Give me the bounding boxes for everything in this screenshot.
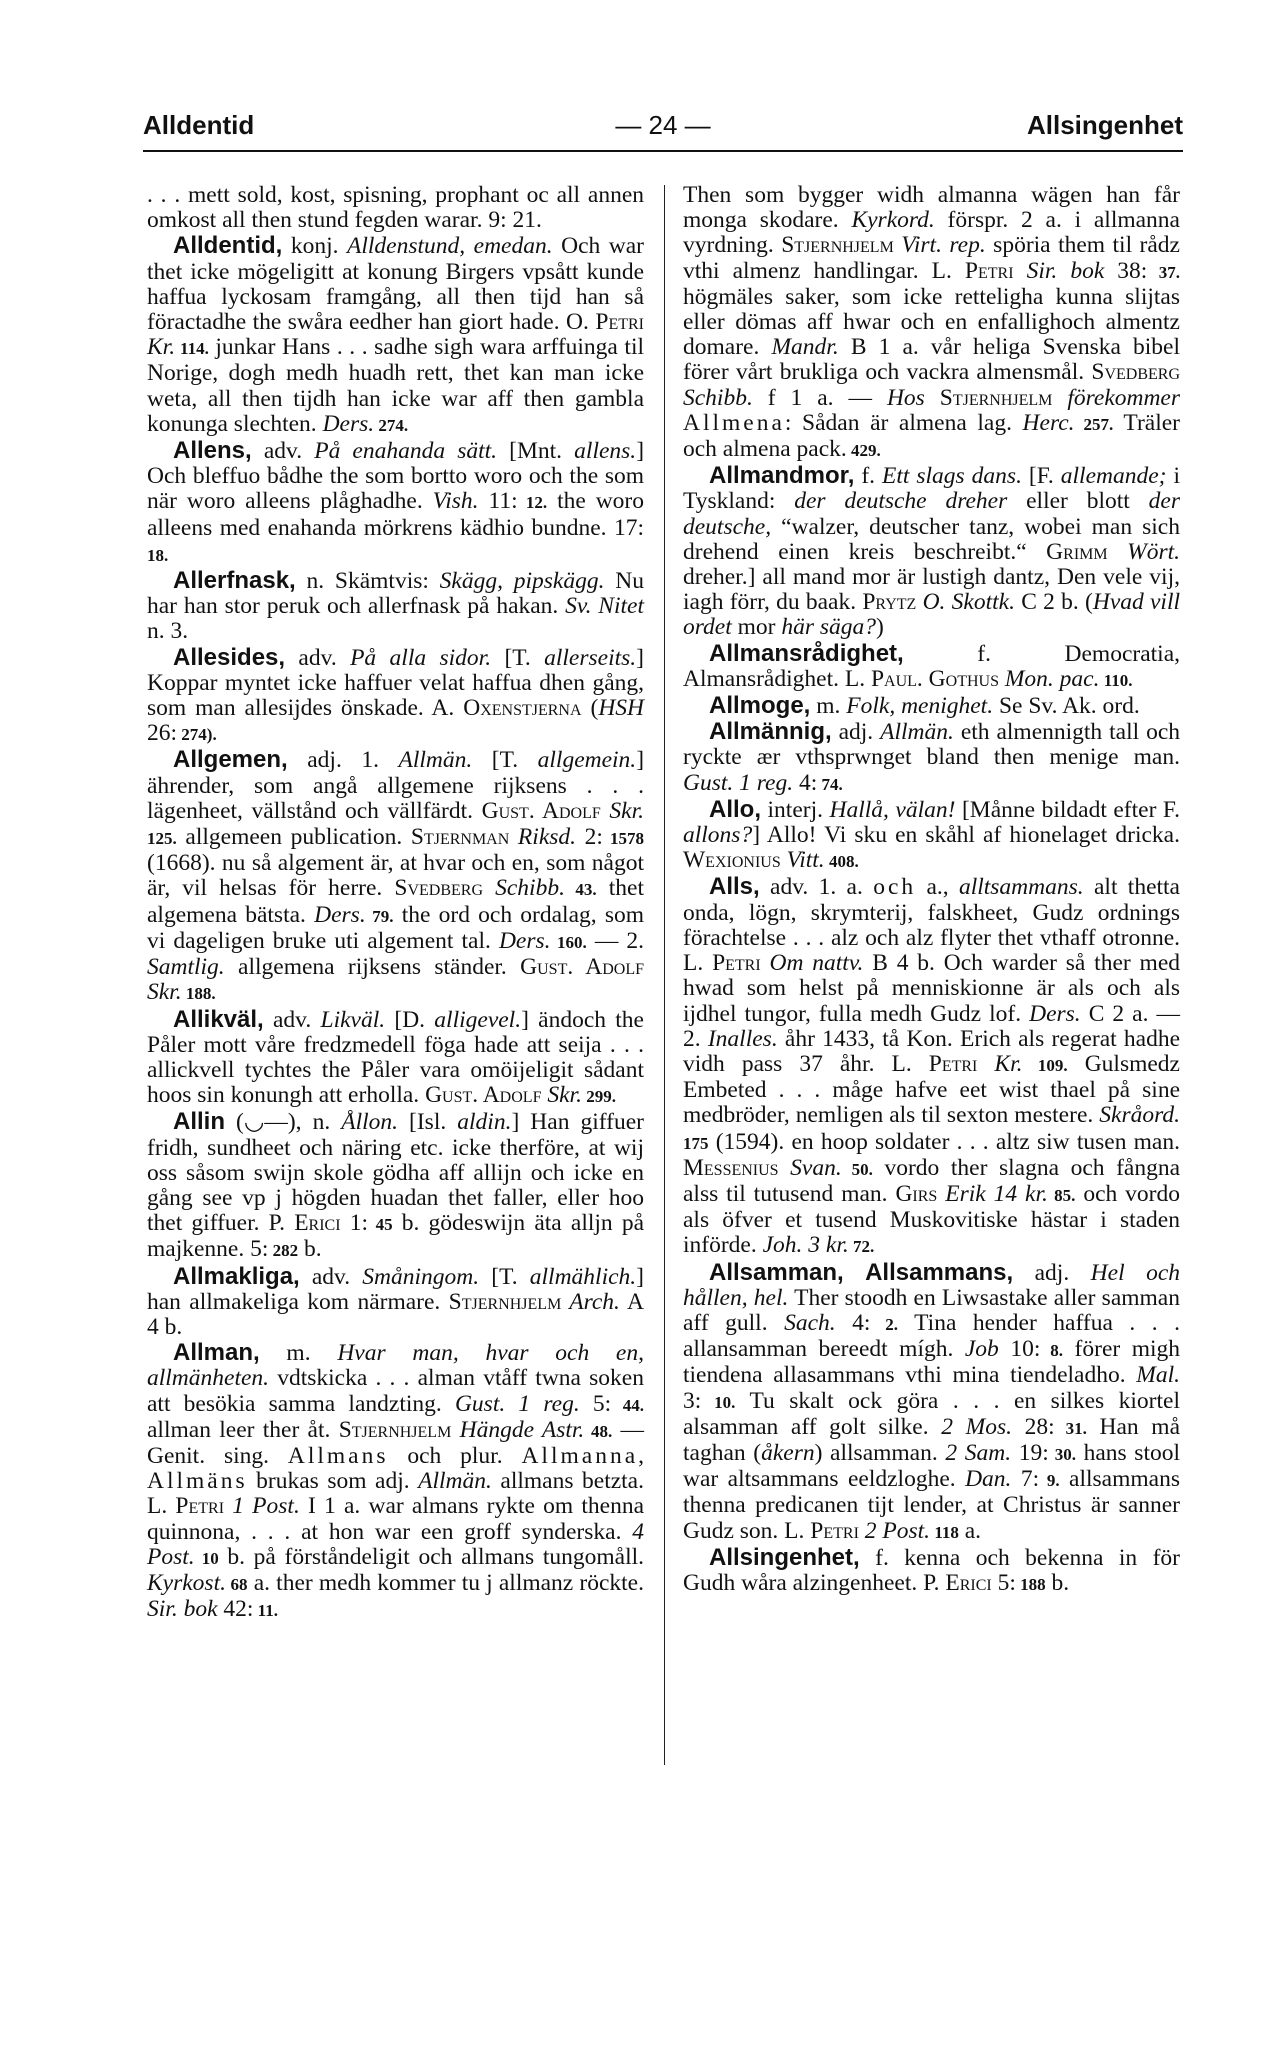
headword: Allin	[173, 1108, 225, 1136]
header-rule	[143, 150, 1183, 152]
entry-allman-continued: Then som bygger widh almanna wägen han får monga skodare. Kyrkord. förspr. 2 a. i allmanna vyrdning. Stjernhjelm Virt. rep. spöria them til rådz vthi almenz handlingar. L. Petri Sir. bok 38: 37. högmäles saker, som icke retteligha kunna slijtas eller dömas aff hwar och en enfallighoch almentz domare. Mandr. B 1 a. vår heliga Svenska bibel förer vårt brukliga och vackra almensmål. Svedberg Schibb. f 1 a. — Hos Stjernhjelm förekommer Allmena: Sådan är almena lag. Herc. 257. Träler och almena pack. 429.	[683, 182, 1181, 463]
headword: Allmandmor,	[709, 462, 855, 490]
entry-alldentid: Alldentid, konj. Alldenstund, emedan. Och war thet icke mögeligitt at konung Birgers vpsått kunde haffua lyckosam framgång, all then tijd han så föractadhe the swåra eedher han giort hade. O. Petri Kr. 114. junkar Hans . . . sadhe sigh wara arffuinga til Norige, dogh medh huadh rett, thet kan man icke weta, all then tijdh han icke war aff then gambla konunga slechten. Ders. 274.	[147, 232, 645, 437]
entry-allin: Allin (◡—), n. Ållon. [Isl. aldin.] Han giffuer fridh, sundheet och näring etc. icke therföre, at wij oss såsom swijn skole gödha aff allijn och icke en gång see vp j högden huadan thet faller, eller hoo thet giffuer. P. Erici 1: 45 b. gödeswijn äta alljn på majkenne. 5: 282 b.	[147, 1108, 645, 1263]
entry-alls: Alls, adv. 1. a. och a., alltsammans. alt thetta onda, lögn, skrymterij, falskheet, Gudz ordnings förachtelse . . . alz och alz flyter thet vthaff otronne. L. Petri Om nattv. B 4 b. Och warder så ther med hwad som helst på menniskionne är als och als ijdhel tungor, fulla medh Gudz lof. Ders. C 2 a. — 2. Inalles. åhr 1433, tå Kon. Erich als regerat hadhe vidh pass 37 åhr. L. Petri Kr. 109. Gulsmedz Embeted . . . måge hafve eet wist thael på sine medbröder, nemligen als til sexton mestere. Skråord. 175 (1594). en hoop soldater . . . altz siw tusen man. Messenius Svan. 50. vordo ther slagna och fångna alss til tutusend man. Girs Erik 14 kr. 85. och vordo als öfver et tusend Muskovitiske hästar i staden införde. Joh. 3 kr. 72.	[683, 873, 1181, 1259]
entry-allsamman: Allsamman, Allsammans, adj. Hel och hållen, hel. Ther stoodh en Liwsastake aller samman aff gull. Sach. 4: 2. Tina hender haffua . . . allansamman bereedt mígh. Job 10: 8. förer migh tiendena allasammans vthi mina tiendeladho. Mal. 3: 10. Tu skalt ock göra . . . en silkes kiortel alsamman aff golt silke. 2 Mos. 28: 31. Han må taghan (åkern) allsamman. 2 Sam. 19: 30. hans stool war altsammans eeldzloghe. Dan. 7: 9. allsammans thenna predicanen tijt lender, at Christus är sanner Gudz son. L. Petri 2 Post. 118 a.	[683, 1258, 1181, 1544]
headword: Allsamman, Allsammans,	[709, 1258, 1014, 1286]
headword: Allerfnask,	[173, 567, 296, 595]
headword: Allgemen,	[173, 746, 288, 774]
headword: Allmännig,	[709, 718, 832, 746]
page-number: — 24 —	[615, 110, 711, 140]
entry-allens: Allens, adv. På enahanda sätt. [Mnt. allens.] Och bleffuo bådhe the som bortto woro och the som när woro alleens plåghadhe. Vish. 11: 12. the woro alleens med enahanda mörkrens kädhio bundne. 17: 18.	[147, 437, 645, 565]
header-left-headword: Alldentid	[143, 110, 255, 140]
header-right-headword: Allsingenhet	[1026, 110, 1183, 140]
entry-allman: Allman, m. Hvar man, hvar och en, allmänheten. vdtskicka . . . alman vtåff twna soken att besökia samma landzting. Gust. 1 reg. 5: 44. allman leer ther åt. Stjernhjelm Hängde Astr. 48. — Genit. sing. Allmans och plur. Allmanna, Allmäns brukas som adj. Allmän. allmans betzta. L. Petri 1 Post. I 1 a. war almans rykte om thenna quinnona, . . . at hon war een groff synderska. 4 Post. 10 b. på förståndeligit och allmans tungomåll. Kyrkost. 68 a. ther medh kommer tu j allmanz röckte. Sir. bok 42: 11.	[147, 1339, 645, 1623]
entry-allgemen: Allgemen, adj. 1. Allmän. [T. allgemein.] ährender, som angå allgemene rijksens . . . lägenheet, vällstånd och vällfärdt. Gust. Adolf Skr. 125. allgemeen publication. Stjernman Riksd. 2: 1578 (1668). nu så algement är, at hvar och en, som något är, vil helsas för herre. Svedberg Schibb. 43. thet algemena bätsta. Ders. 79. the ord och ordalag, som vi dageligen bruke uti algement tal. Ders. 160. — 2. Samtlig. allgemena rijksens ständer. Gust. Adolf Skr. 188.	[147, 746, 645, 1006]
headword: Allsingenhet,	[709, 1543, 860, 1571]
headword: Allmoge,	[709, 692, 811, 720]
entry-allo: Allo, interj. Hallå, välan! [Månne bildadt efter F. allons?] Allo! Vi sku en skåhl af hionelaget dricka. Wexionius Vitt. 408.	[683, 795, 1180, 874]
headword: Allman,	[173, 1339, 260, 1367]
headword: Allikväl,	[173, 1005, 264, 1033]
entry-allmannig: Allmännig, adj. Allmän. eth almennigth tall och ryckte ær vthsprwnget bland then menige man. Gust. 1 reg. 4: 74.	[683, 718, 1180, 796]
headword: Alldentid,	[173, 232, 283, 260]
entry-allsingenhet: Allsingenhet, f. kenna och bekenna in för Gudh wåra alzingenheet. P. Erici 5: 188 b.	[683, 1543, 1180, 1596]
headword: Allmakliga,	[173, 1262, 300, 1290]
entry-allmansradighet: Allmansrådighet, f. Democratia, Almansrådighet. L. Paul. Gothus Mon. pac. 110.	[683, 639, 1180, 692]
entry-allmoge: Allmoge, m. Folk, menighet. Se Sv. Ak. ord.	[709, 692, 1140, 720]
headword: Allesides,	[173, 643, 286, 671]
entry-continuation: . . . mett sold, kost, spisning, prophant oc all annen omkost all then stund fegden warar. 9: 21.	[147, 182, 644, 234]
right-column	[683, 183, 1180, 1597]
entry-allikval: Allikväl, adv. Likväl. [D. alligevel.] ändoch the Påler mott våre fredzmedell föga hade att seija . . . allickvell tychtes the Påler vara omöijeligit sådant hoos sin konungh att erholla. Gust. Adolf Skr. 299.	[147, 1005, 644, 1109]
column-divider	[664, 185, 665, 1765]
entry-allmandmor: Allmandmor, f. Ett slags dans. [F. allemande; i Tyskland: der deutsche dreher eller blott der deutsche, “walzer, deutscher tanz, wobei man sich drehend einen kreis beschreibt.“ Grimm Wört. dreher.] all mand mor är lustigh dantz, Den vele vij, iagh förr, du baak. Prytz O. Skottk. C 2 b. (Hvad vill ordet mor här säga?)	[683, 462, 1181, 641]
page-header	[143, 110, 1183, 150]
entry-allerfnask: Allerfnask, n. Skämtvis: Skägg, pipskägg. Nu har han stor peruk och allerfnask på hakan. Sv. Nitet n. 3.	[147, 567, 644, 645]
headword: Allmansrådighet,	[709, 639, 904, 667]
headword: Alls,	[709, 873, 760, 901]
headword: Allo,	[709, 795, 761, 823]
entry-allmakliga: Allmakliga, adv. Småningom. [T. allmählich.] han allmakeliga kom närmare. Stjernhjelm Arch. A 4 b.	[147, 1262, 644, 1340]
entry-allesides: Allesides, adv. På alla sidor. [T. allerseits.] Koppar myntet icke haffuer velat haffua dhen gång, som man allesijdes önskade. A. Oxenstjerna (HSH 26: 274).	[147, 643, 645, 747]
left-column	[147, 183, 644, 1623]
headword: Allens,	[173, 437, 252, 465]
